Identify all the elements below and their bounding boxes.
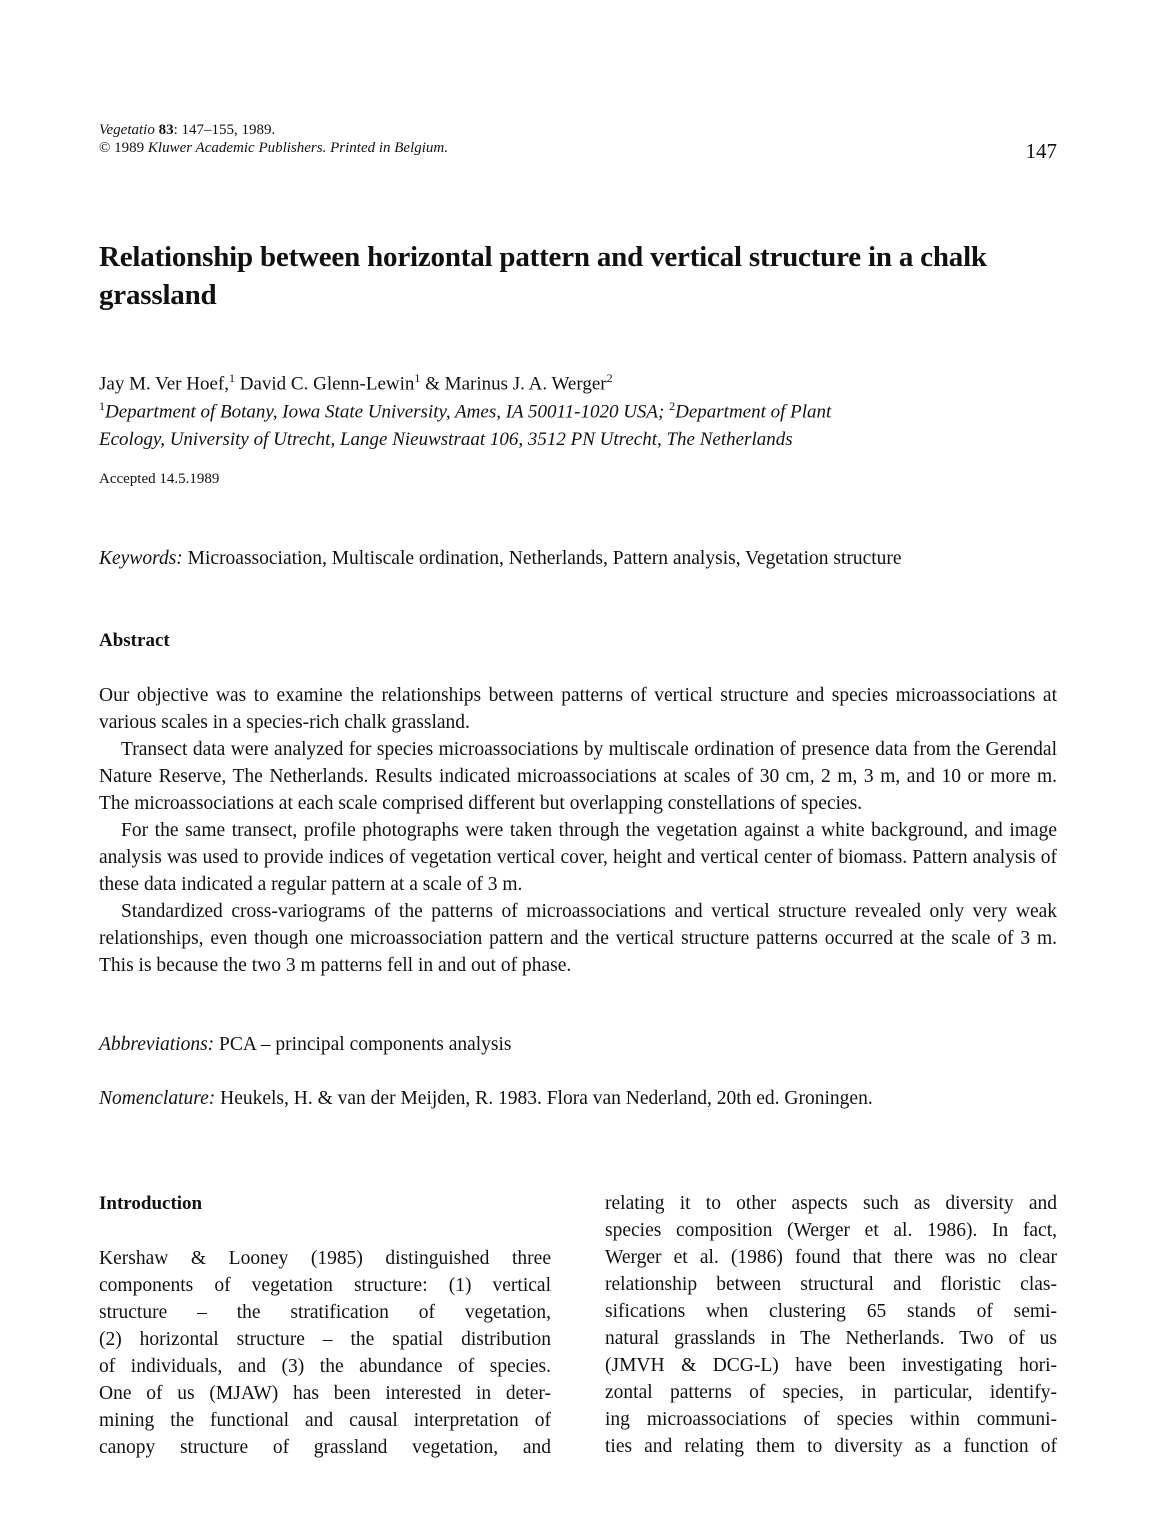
keywords-text: Microassociation, Multiscale ordination, Netherlands, Pattern analysis, Vegetation structure xyxy=(182,548,902,569)
journal-pages-year: : 147–155, 1989. xyxy=(173,122,276,138)
author-1: Jay M. Ver Hoef, xyxy=(99,373,229,395)
copyright-year: © 1989 xyxy=(99,140,145,156)
text-line: canopy structure of grassland vegetation, and xyxy=(99,1437,551,1458)
paper-title: Relationship between horizontal pattern and vertical structure in a chalk grassland xyxy=(99,241,987,311)
text-line: natural grasslands in The Netherlands. Two of us xyxy=(605,1328,1057,1349)
text-line: Kershaw & Looney (1985) distinguished three xyxy=(99,1248,551,1269)
text-line: sifications when clustering 65 stands of semi- xyxy=(605,1301,1057,1322)
text-line: ties and relating them to diversity as a function of xyxy=(605,1436,1057,1457)
journal-citation xyxy=(99,121,448,157)
text-line: species composition (Werger et al. 1986). In fact, xyxy=(605,1220,1057,1241)
text-line: mining the functional and causal interpretation of xyxy=(99,1410,551,1431)
introduction-heading: Introduction xyxy=(99,1193,203,1214)
affil-2-marker: 2 xyxy=(669,399,676,413)
introduction-left-column xyxy=(99,1245,551,1461)
text-line: relating it to other aspects such as diversity and xyxy=(605,1193,1057,1214)
text-line: ing microassociations of species within communi- xyxy=(605,1409,1057,1430)
text-line: structure – the stratification of vegetation, xyxy=(99,1302,551,1323)
nomenclature-label: Nomenclature: xyxy=(99,1088,216,1109)
author-2: David C. Glenn-Lewin xyxy=(235,373,415,395)
keywords xyxy=(99,548,902,570)
text-line: components of vegetation structure: (1) vertical xyxy=(99,1275,551,1296)
abbreviations-label: Abbreviations: xyxy=(99,1034,215,1055)
text-line: Werger et al. (1986) found that there was no clear xyxy=(605,1247,1057,1268)
text-line: relationship between structural and floristic clas- xyxy=(605,1274,1057,1295)
author-3: & Marinus J. A. Werger xyxy=(420,373,607,395)
abbreviations-text: PCA – principal components analysis xyxy=(214,1034,512,1055)
abstract-paragraph: Our objective was to examine the relationships between patterns of vertical structure and species microassociations at various scales in a species-rich chalk grassland. xyxy=(99,685,1057,733)
accepted-date: Accepted 14.5.1989 xyxy=(99,471,220,487)
affil-1-marker: 1 xyxy=(99,399,105,413)
affil-2-continued: Ecology, University of Utrecht, Lange Nieuwstraat 106, 3512 PN Utrecht, The Netherlands xyxy=(99,429,793,451)
abstract-heading: Abstract xyxy=(99,630,170,651)
journal-volume: 83 xyxy=(158,122,174,138)
abstract-paragraph: For the same transect, profile photographs were taken through the vegetation against a white background, and image analysis was used to provide indices of vegetation vertical cover, height and vertical center of biomass. Pattern analysis of these data indicated a regular pattern at a scale of 3 m. xyxy=(99,820,1057,895)
text-line: zontal patterns of species, in particular, identify- xyxy=(605,1382,1057,1403)
author-2-affil-marker: 1 xyxy=(414,371,421,385)
introduction-right-column xyxy=(605,1190,1057,1460)
affil-2-start: Department of Plant xyxy=(675,401,832,423)
author-1-affil-marker: 1 xyxy=(229,371,235,385)
abstract-paragraph: Transect data were analyzed for species microassociations by multiscale ordination of presence data from the Gerendal Nature Reserve, The Netherlands. Results indicated microassociations at scales of 30 cm, 2 m, 3 m, and 10 or more m. The microassociations at each scale comprised different but overlapping constellations of species. xyxy=(99,739,1057,814)
affiliations xyxy=(99,392,1079,454)
author-3-affil-marker: 2 xyxy=(606,371,613,385)
text-line: (JMVH & DCG-L) have been investigating hori- xyxy=(605,1355,1057,1376)
affil-1: Department of Botany, Iowa State University, Ames, IA 50011-1020 USA; xyxy=(105,401,670,423)
keywords-label: Keywords: xyxy=(99,548,183,569)
text-line: (2) horizontal structure – the spatial distribution xyxy=(99,1329,551,1350)
text-line: One of us (MJAW) has been interested in deter- xyxy=(99,1383,551,1404)
abstract-paragraph: Standardized cross-variograms of the patterns of microassociations and vertical structure revealed only very weak relationships, even though one microassociation pattern and the vertical structure patterns occurred at the scale of 3 m. This is because the two 3 m patterns fell in and out of phase. xyxy=(99,901,1057,976)
page-number: 147 xyxy=(1025,139,1057,163)
abbreviations xyxy=(99,1034,512,1056)
text-line: of individuals, and (3) the abundance of species. xyxy=(99,1356,551,1377)
journal-name: Vegetatio xyxy=(99,122,155,138)
abstract-body xyxy=(99,682,1057,979)
nomenclature-text: Heukels, H. & van der Meijden, R. 1983. Flora van Nederland, 20th ed. Groningen. xyxy=(215,1088,873,1109)
publisher-line: Kluwer Academic Publishers. Printed in Belgium. xyxy=(147,140,449,156)
nomenclature xyxy=(99,1088,873,1110)
